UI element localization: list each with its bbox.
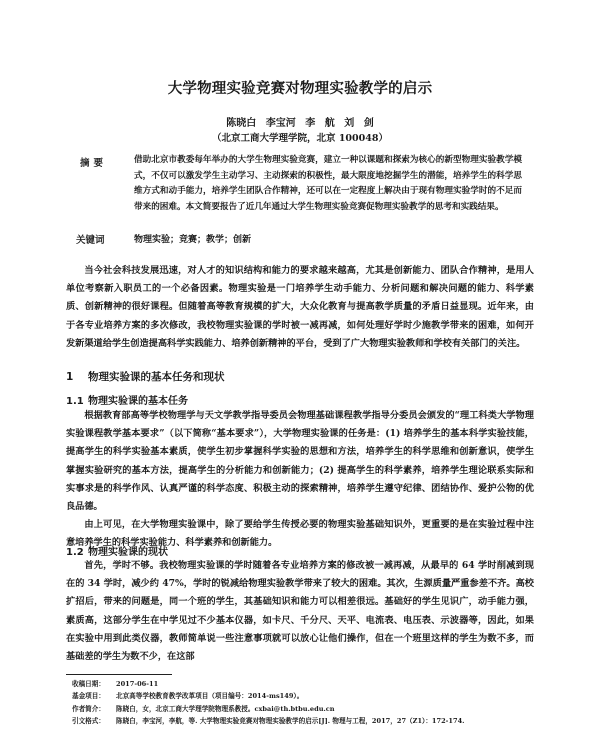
footnote-label: 基金项目： bbox=[72, 692, 105, 701]
footnote-text: 北京高等学校教育教学改革项目（项目编号：2014-ms149）。 bbox=[116, 692, 304, 701]
section-1-heading bbox=[66, 369, 225, 384]
footnote-text: 陈晓白，女，北京工商大学理学院物理系教授。cxbai@th.btbu.edu.cn bbox=[116, 704, 335, 713]
footnote-author-bio bbox=[72, 703, 542, 715]
abstract-label: 摘要 bbox=[80, 158, 108, 169]
body-paragraph: 由上可见，在大学物理实验课中，除了要给学生传授必要的物理实验基础知识外，更重要的是在实验过程中注意培养学生的科学实验能力、科学素养和创新能力。 bbox=[66, 519, 534, 549]
footnote-divider bbox=[66, 674, 172, 675]
footnote-label: 作者简介： bbox=[72, 704, 105, 713]
paper-title: 大学物理实验竞赛对物理实验教学的启示 bbox=[167, 81, 433, 97]
intro-paragraph: 当今社会科技发展迅速，对人才的知识结构和能力的要求越来越高，尤其是创新能力、团队合作精神，是用人单位考察新入职员工的一个必备因素。物理实验是一门培养学生动手能力、分析问题和解决问题的能力、科学素质、创新精神的很好课程。但随着高等教育规模的扩大，大众化教育与提高教学质量的矛盾日益显现。近年来，由于各专业培养方案的多次修改，我校物理实验课的学时被一减再减，如何处理好学时少施教学带来的困难，如何开发新渠道给学生创造提高科学实践能力、培养创新精神的平台，受到了广大物理实验教师和学校有关部门的关注。 bbox=[66, 265, 534, 349]
section-title: 物理实验课的现状 bbox=[88, 547, 168, 558]
section-title: 物理实验课的基本任务和现状 bbox=[88, 371, 225, 383]
author-list: 陈晓白 李宝河 李 航 刘 剑 bbox=[226, 118, 374, 129]
footnote-text: 2017-06-11 bbox=[116, 680, 159, 688]
section-1-2-heading bbox=[66, 543, 168, 558]
footnotes bbox=[72, 678, 542, 727]
section-1-1-body bbox=[66, 407, 534, 553]
section-1-1-heading bbox=[66, 392, 188, 407]
intro-section bbox=[66, 262, 534, 353]
section-number: 1.1 bbox=[66, 396, 84, 407]
footnote-citation bbox=[72, 715, 542, 727]
footnote-funding bbox=[72, 690, 542, 702]
body-paragraph: 根据教育部高等学校物理学与天文学教学指导委员会物理基础课程教学指导分委员会颁发的“理工科类大学物理实验课程教学基本要求”（以下简称“基本要求”），大学物理实验课的任务是：(1) 培养学生的基本科学实验技能，提高学生的科学实验基本素质，使学生初步掌握科学实验的思想和方法，培养学生的科学思维和创新意识，使学生掌握实验研究的基本方法，提高学生的分析能力和创新能力；(2) 提高学生的科学素养，培养学生理论联系实际和实事求是的科学作风、认真严谨的科学态度、积极主动的探索精神，培养学生遵守纪律、团结协作、爱护公物的优良品德。 bbox=[66, 410, 534, 513]
abstract-text: 借助北京市教委每年举办的大学生物理实验竞赛，建立一种以课题和探索为核心的新型物理实验教学模式，不仅可以激发学生主动学习、主动探索的积极性，最大限度地挖掘学生的潜能，培养学生的科学思维方式和动手能力，培养学生团队合作精神，还可以在一定程度上解决由于现有物理实验学时的不足而带来的困难。本文简要报告了近几年通过大学生物理实验竞赛促物理实验教学的思考和实践结果。 bbox=[134, 155, 522, 212]
affiliation: （北京工商大学理学院，北京 100048） bbox=[212, 133, 388, 144]
keywords-label: 关键词 bbox=[76, 235, 105, 246]
keywords-text: 物理实验；竞赛；教学；创新 bbox=[134, 235, 252, 245]
body-paragraph: 首先，学时不够。我校物理实验课的学时随着各专业培养方案的修改被一减再减，从最早的 64 学时削减到现在的 34 学时，减少约 47%，学时的锐减给物理实验教学带来了较大的困难。其次，生源质量严重参差不齐。高校扩招后，带来的问题是，同一个班的学生，其基础知识和能力可以相差很远。基础好的学生见识广，动手能力强，素质高，这部分学生在中学见过不少基本仪器，如卡尺、千分尺、天平、电流表、电压表、示波器等，因此，如果在实验中用到此类仪器，教师简单说一些注意事项就可以放心让他们操作，但在一个班里这样的学生为数不多，而基础差的学生为数不少，在这部 bbox=[66, 560, 534, 663]
footnote-text: 陈晓白，李宝河，李航，等. 大学物理实验竞赛对物理实验教学的启示[J]. 物理与工程，2017，27（Z1）：172-174. bbox=[116, 716, 465, 725]
section-title: 物理实验课的基本任务 bbox=[88, 396, 188, 407]
section-number: 1.2 bbox=[66, 547, 84, 558]
footnote-label: 收稿日期： bbox=[72, 680, 105, 688]
footnote-label: 引文格式： bbox=[72, 716, 105, 725]
footnote-received bbox=[72, 678, 542, 690]
section-number: 1 bbox=[66, 371, 74, 383]
section-1-2-body bbox=[66, 557, 534, 666]
